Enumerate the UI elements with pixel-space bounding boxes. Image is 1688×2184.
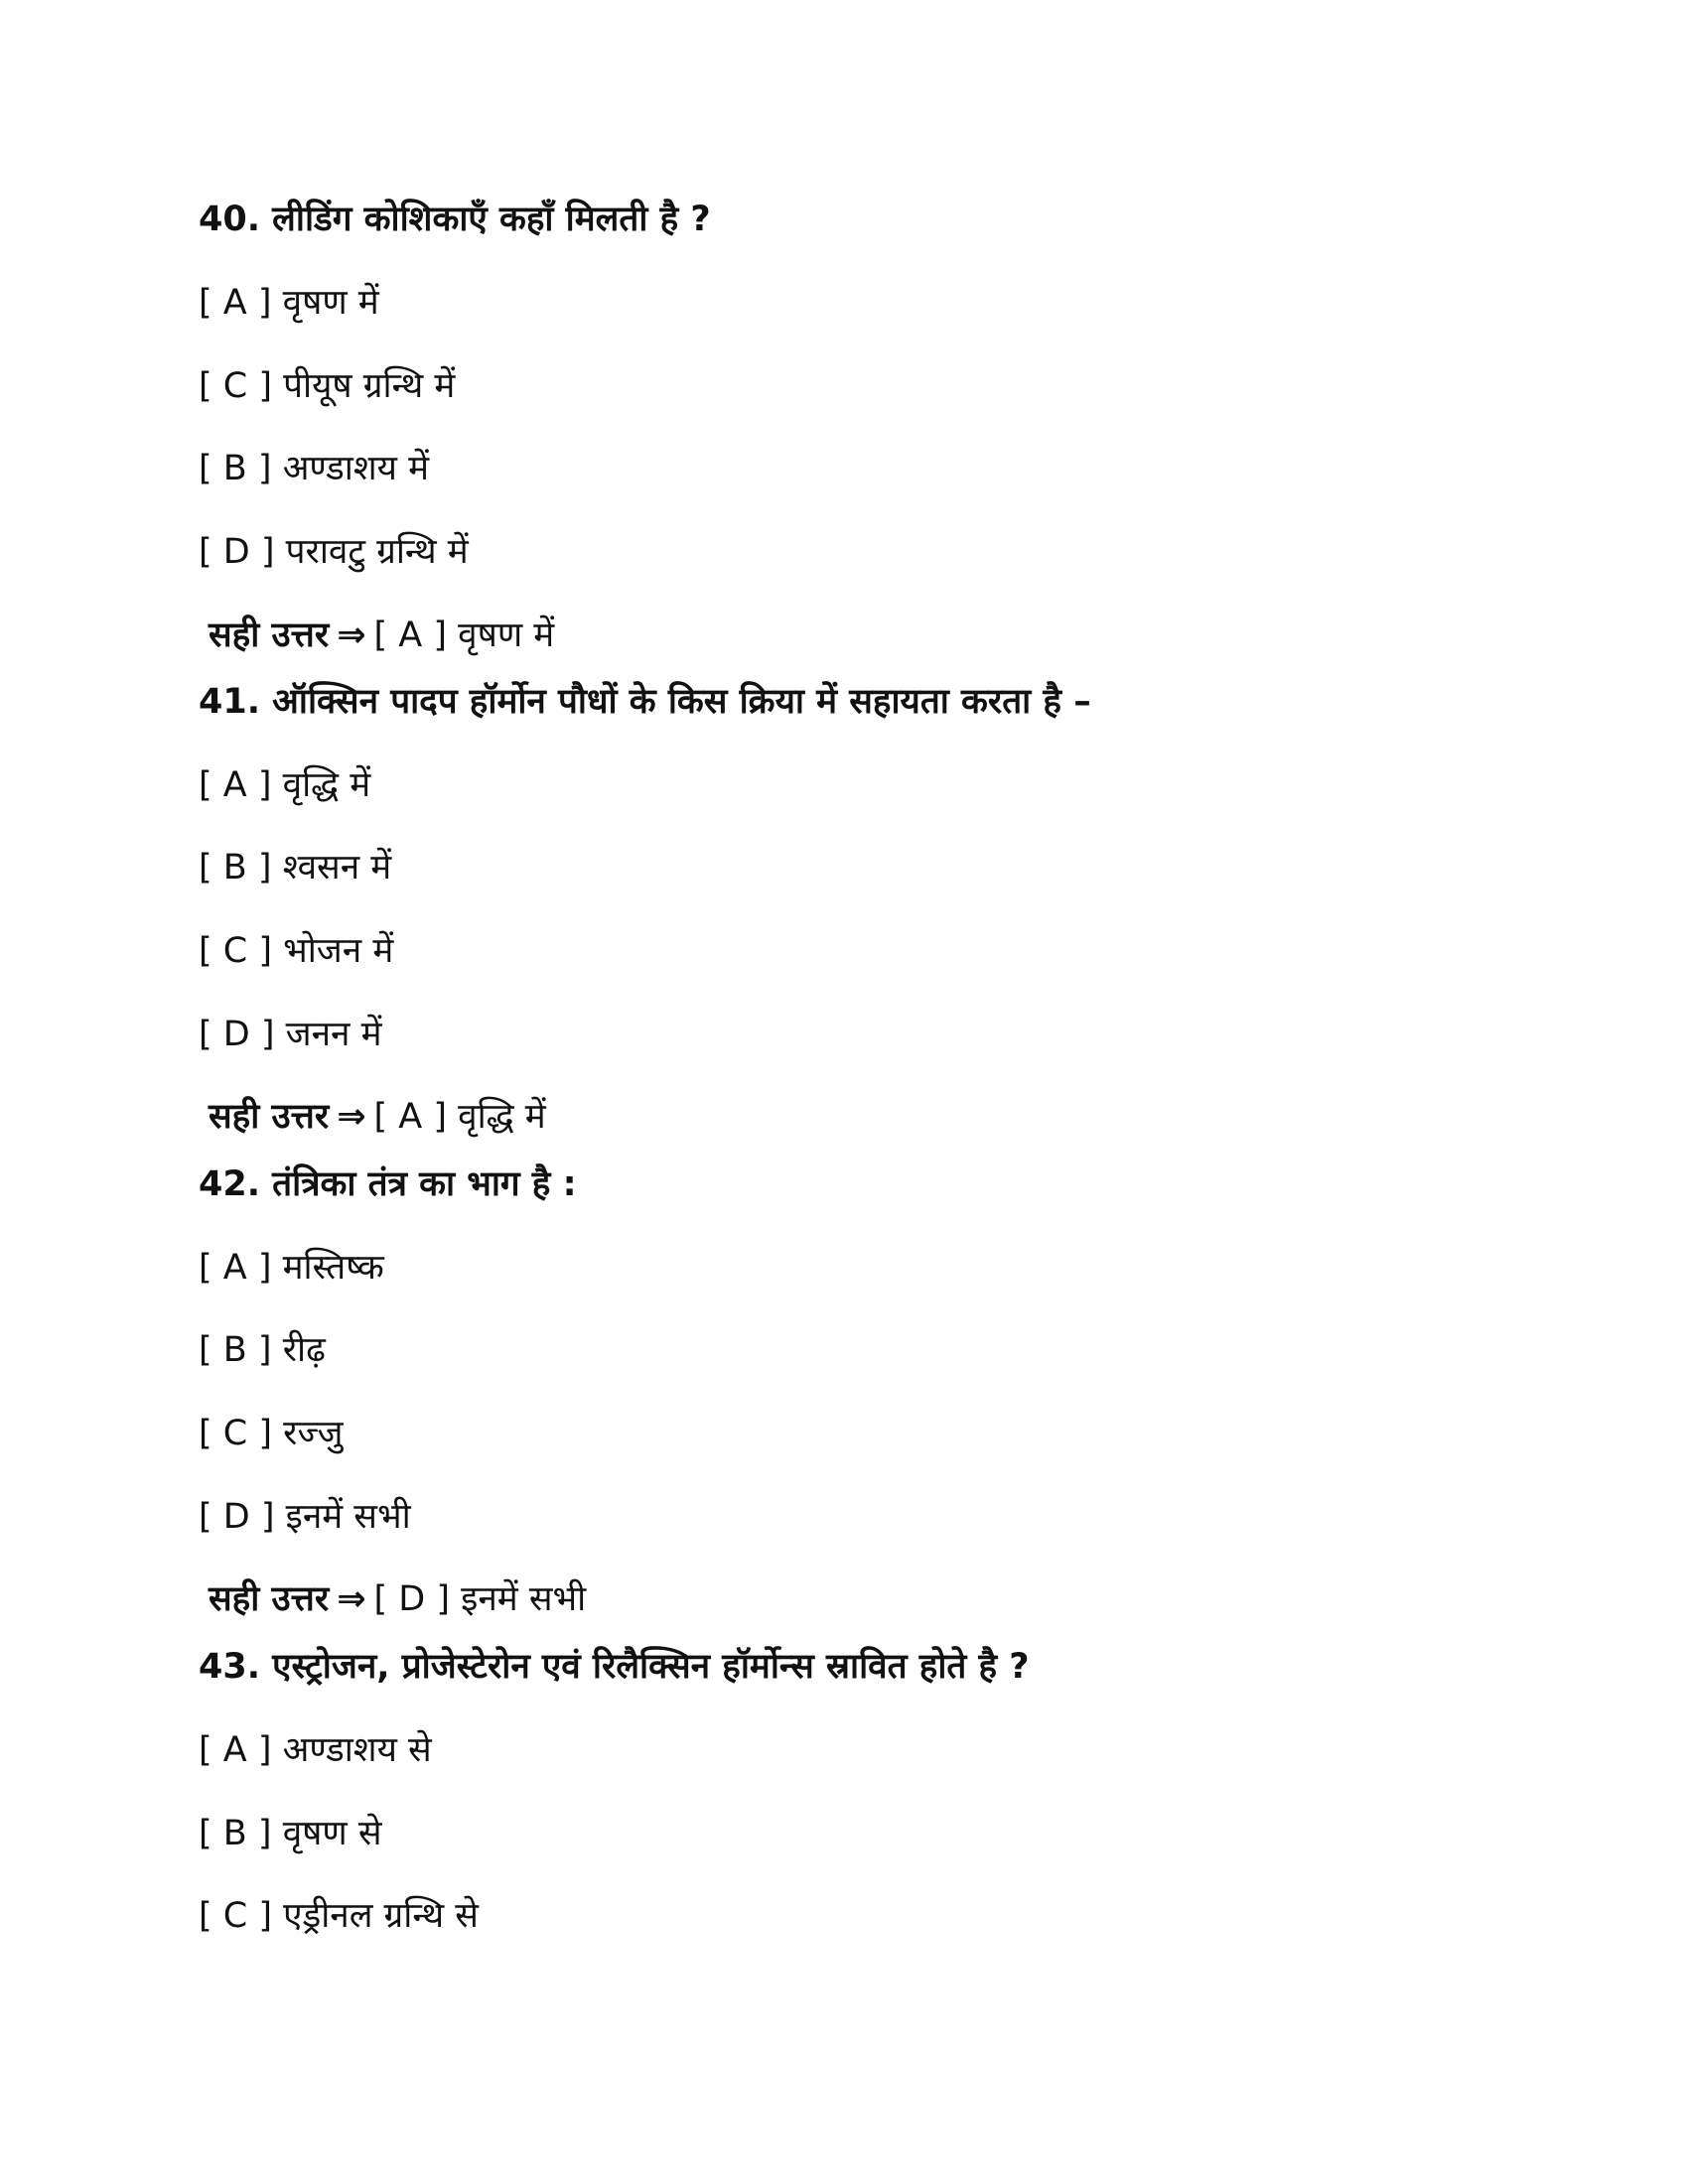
question-40-answer — [209, 614, 554, 656]
question-42-title: 42. तंत्रिका तंत्र का भाग है : — [199, 1164, 577, 1204]
answer-arrow-icon: ⇒ — [337, 1097, 366, 1137]
question-43-option-a: [ A ] अण्डाशय से — [199, 1730, 432, 1770]
question-40-option-a: [ A ] वृषण में — [199, 283, 379, 323]
question-43-title: 43. एस्ट्रोजन, प्रोजेस्टेरोन एवं रिलैक्सिन हॉर्मोन्स स्रावित होते है ? — [199, 1647, 1030, 1687]
question-41-title: 41. ऑक्सिन पादप हॉर्मोन पौधों के किस क्रिया में सहायता करता है – — [199, 682, 1091, 722]
answer-text: [ A ] वृद्धि में — [373, 1097, 546, 1137]
question-43-option-b: [ B ] वृषण से — [199, 1814, 382, 1853]
answer-arrow-icon: ⇒ — [337, 1579, 366, 1619]
answer-label: सही उत्तर — [209, 615, 330, 655]
question-40-option-c: [ C ] पीयूष ग्रन्थि में — [199, 366, 456, 406]
question-42-option-b: [ B ] रीढ़ — [199, 1330, 326, 1370]
question-40-option-b: [ B ] अण्डाशय में — [199, 449, 430, 488]
answer-label: सही उत्तर — [209, 1579, 330, 1619]
question-41-option-b: [ B ] श्वसन में — [199, 848, 392, 887]
question-41-option-a: [ A ] वृद्धि में — [199, 765, 371, 805]
question-42-option-c: [ C ] रज्जु — [199, 1414, 344, 1453]
answer-text: [ D ] इनमें सभी — [373, 1579, 587, 1619]
answer-label: सही उत्तर — [209, 1097, 330, 1137]
question-41-option-c: [ C ] भोजन में — [199, 931, 394, 971]
question-40-option-d: [ D ] परावटु ग्रन्थि में — [199, 532, 469, 572]
question-42-option-a: [ A ] मस्तिष्क — [199, 1248, 384, 1288]
question-42-option-d: [ D ] इनमें सभी — [199, 1497, 411, 1537]
question-41-option-d: [ D ] जनन में — [199, 1015, 382, 1054]
question-40-title: 40. लीडिंग कोशिकाएँ कहाँ मिलती है ? — [199, 200, 711, 239]
answer-arrow-icon: ⇒ — [337, 615, 366, 655]
question-42-answer — [209, 1578, 586, 1620]
question-41-answer — [209, 1096, 546, 1138]
question-43-option-c: [ C ] एड्रीनल ग्रन्थि से — [199, 1896, 479, 1936]
answer-text: [ A ] वृषण में — [373, 615, 555, 655]
